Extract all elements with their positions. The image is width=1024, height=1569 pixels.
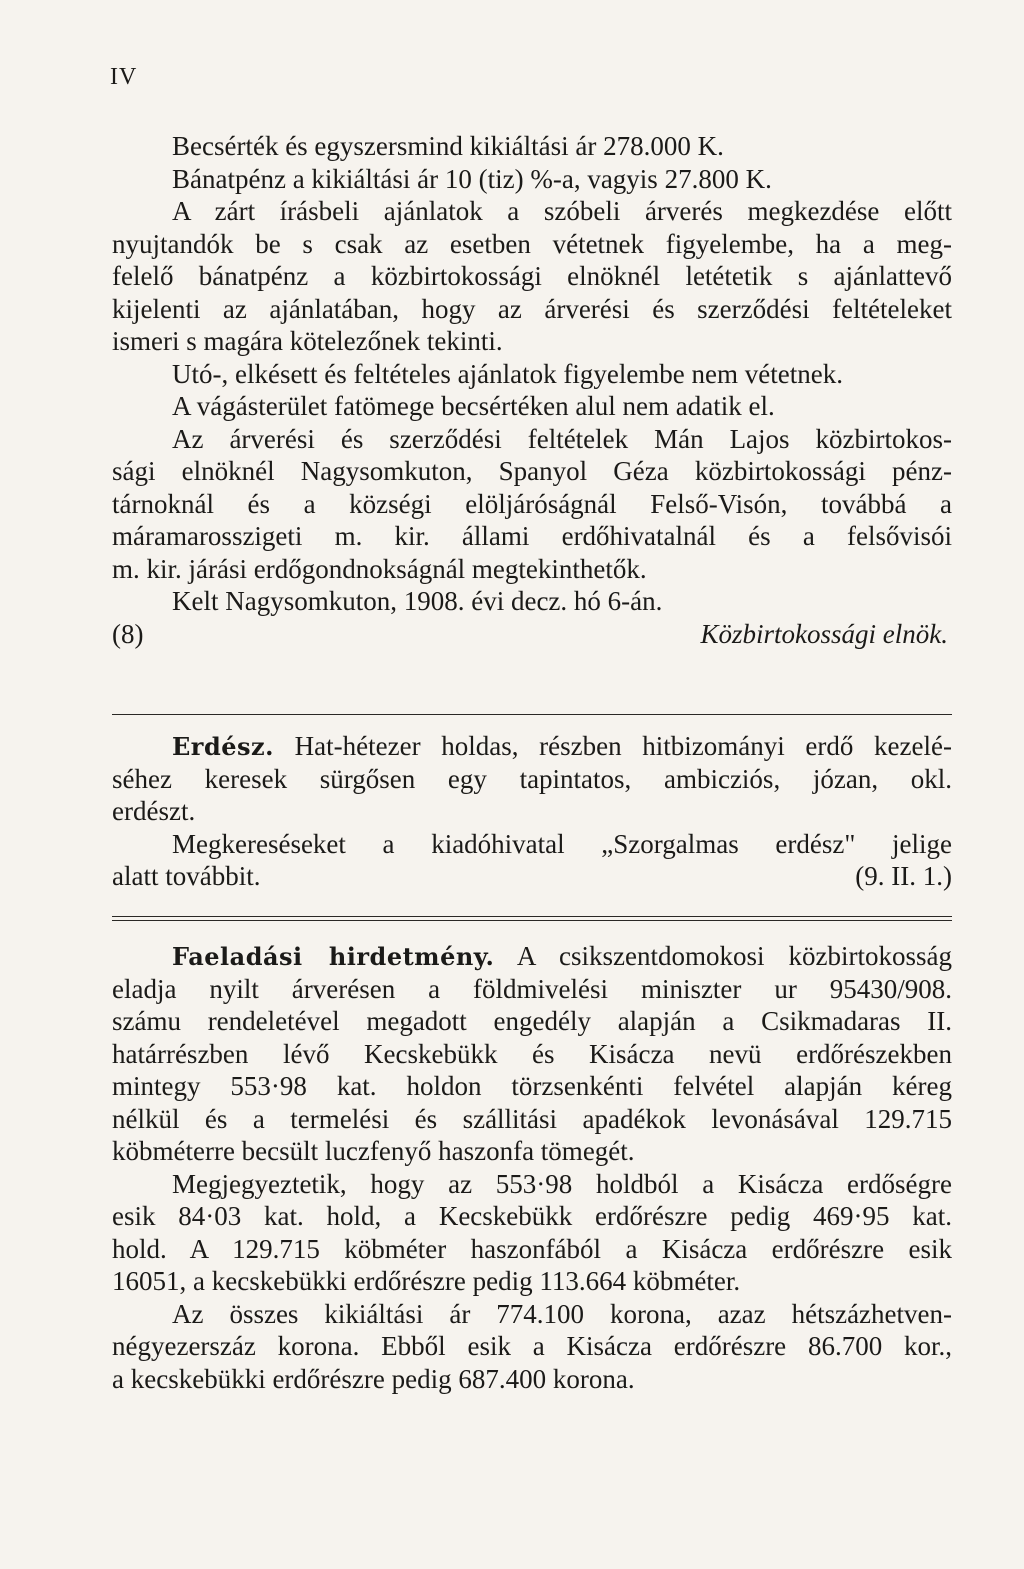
notice-title: Faeladási hirdetmény. [172, 942, 495, 971]
text-line: Utó-, elkésett és feltételes ajánlatok figyelembe nem vétetnek. [172, 358, 843, 389]
text-line: m. kir. járási erdőgondnokságnál megtekinthetők. [112, 553, 647, 584]
signature-line [112, 618, 952, 651]
divider [112, 916, 952, 917]
text-line: Megkereséseket a kiadóhivatal „Szorgalmas erdész" jelige [172, 828, 952, 859]
text-line: erdészt. [112, 796, 196, 826]
text-line: mintegy 553·98 kat. holdon törzsenkénti felvétel alapján kéreg [112, 1071, 952, 1101]
text-line: Megjegyeztetik, hogy az 553·98 holdból a Kisácza erdőségre [172, 1168, 952, 1199]
ad-title: Erdész. [172, 732, 274, 761]
text-line: esik 84·03 kat. hold, a Kecskebükk erdőrészre pedig 469·95 kat. [112, 1201, 952, 1231]
text-line: Becsérték és egyszersmind kikiáltási ár 278.000 K. [172, 131, 724, 161]
text-line: ismeri s magára kötelezőnek tekinti. [112, 326, 503, 356]
text-line: A vágásterület fatömege becsértéken alul nem adatik el. [172, 391, 775, 421]
reference-number: (8) [112, 618, 144, 649]
text-line: kijelenti az ajánlatában, hogy az árverési és szerződési feltételeket [112, 293, 952, 324]
reference-number: (9. II. 1.) [855, 861, 952, 891]
text-line: sági elnöknél Nagysomkuton, Spanyol Géza közbirtokossági pénz- [112, 456, 952, 486]
text-line [112, 860, 952, 893]
text-line: Az összes kikiáltási ár 774.100 korona, azaz hétszázhetven- [172, 1298, 952, 1329]
ad-last-line: alatt továbbit. [112, 861, 261, 891]
text-line: séhez keresek sürgősen egy tapintatos, ambicziós, józan, okl. [112, 763, 952, 794]
ad-first-line: Hat-hétezer holdas, részben hitbizományi erdő kezelé- [294, 731, 952, 761]
text-line: Az árverési és szerződési feltételek Mán Lajos közbirtokos- [172, 423, 952, 454]
text-line: felelő bánatpénz a közbirtokossági elnöknél letétetik s ajánlattevő [112, 261, 952, 291]
text-line: határrészben lévő Kecskebükk és Kisácza nevü erdőrészekben [112, 1038, 952, 1069]
divider [112, 714, 952, 715]
text-line: számu rendeletével megadott engedély alapján a Csikmadaras II. [112, 1006, 952, 1036]
erdesz-ad [112, 730, 952, 893]
notice-first-line: A csikszentdomokosi közbirtokosság [516, 941, 952, 971]
text-line: nélkül és a termelési és szállitási apadékok levonásával 129.715 [112, 1103, 952, 1134]
text-line [112, 730, 952, 763]
text-line: 16051, a kecskebükki erdőrészre pedig 113.664 köbméter. [112, 1266, 741, 1296]
text-line: Kelt Nagysomkuton, 1908. évi decz. hó 6-án. [172, 586, 663, 616]
text-line: máramarosszigeti m. kir. állami erdőhivatalnál és a felsővisói [112, 521, 952, 551]
text-line: Bánatpénz a kikiáltási ár 10 (tiz) %-a, vagyis 27.800 K. [172, 163, 772, 194]
text-line [112, 940, 952, 973]
text-line: hold. A 129.715 köbméter haszonfából a Kisácza erdőrészre esik [112, 1233, 952, 1264]
text-line: A zárt írásbeli ajánlatok a szóbeli árverés megkezdése előtt [172, 196, 952, 226]
text-line: tárnoknál és a községi elöljáróságnál Felső-Visón, továbbá a [112, 488, 952, 519]
text-line: a kecskebükki erdőrészre pedig 687.400 korona. [112, 1363, 635, 1394]
signature: Közbirtokossági elnök. [700, 618, 948, 649]
text-line: nyujtandók be s csak az esetben vétetnek figyelembe, ha a meg- [112, 228, 952, 259]
auction-notice [112, 130, 952, 650]
page-number: IV [110, 64, 138, 90]
text-line: négyezerszáz korona. Ebből esik a Kisácza erdőrészre 86.700 kor., [112, 1331, 952, 1361]
text-line: eladja nyilt árverésen a földmivelési miniszter ur 95430/908. [112, 973, 952, 1004]
text-line: köbméterre becsült luczfenyő haszonfa tömegét. [112, 1136, 635, 1166]
faeladas-notice [112, 940, 952, 1395]
